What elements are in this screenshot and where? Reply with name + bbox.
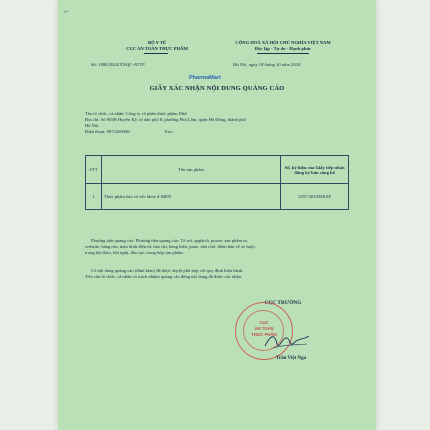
country-name: CỘNG HOÀ XÃ HỘI CHỦ NGHĨA VIỆT NAM	[235, 40, 331, 45]
company-address-line2: Hà Nội.	[85, 123, 100, 128]
signer-name: Trần Việt Nga	[275, 356, 307, 361]
department-underline	[144, 53, 168, 54]
seal-text-bottom: THỰC PHẨM	[251, 332, 277, 337]
document-title: GIẤY XÁC NHẬN NỘI DUNG QUẢNG CÁO	[149, 85, 285, 92]
media-line-1: Phương tiện quảng cáo: Phương tiện quảng cáo: Tờ rơi, apphich, poster, sản phẩm in,	[91, 238, 248, 243]
motto-underline	[257, 53, 309, 54]
watermark-logo: PharmaMart	[189, 75, 221, 81]
national-motto: Độc lập - Tự do - Hạnh phúc	[254, 46, 312, 51]
note-line-2: Yêu cầu tổ chức, cá nhân có trách nhiệm quảng cáo đúng nội dung đã được xác nhận.	[85, 274, 243, 279]
row-product-name: Thực phẩm bảo vệ sức khỏe S-MEN	[101, 184, 280, 210]
media-line-2: website, băng rôn, màn hình điện tử, báo chí, bảng biển, pano, nhà chờ, điểm bán về xe buýt,	[85, 244, 256, 249]
department-name: CỤC AN TOÀN THỰC PHẨM	[126, 46, 188, 51]
ministry-name: BỘ Y TẾ	[148, 40, 166, 45]
table-header-stt: STT	[86, 156, 102, 184]
table-header-registration: Số, ký hiệu của Giấy tiếp nhận đăng ký bản công bố	[281, 156, 349, 184]
signer-role: CỤC TRƯỞNG	[264, 300, 302, 306]
company-address-line1: Địa chỉ: Số 803B Huyền Kỳ, tổ dân phố 8, phường Phú Lãm, quận Hà Đông, thành phố	[85, 117, 246, 122]
product-table	[85, 155, 349, 210]
row-stt: 1	[86, 184, 102, 210]
company-name: Tên tổ chức, cá nhân: Công ty cổ phần dược phẩm Mid	[85, 111, 187, 116]
document-date: Hà Nội, ngày 18 tháng 10 năm 2024	[233, 62, 301, 67]
document-page	[58, 0, 376, 430]
row-registration-number: 3357/2019/ĐKSP	[281, 184, 349, 210]
seal-text-top: CỤC	[259, 320, 269, 325]
corner-mark-icon: ⌐	[64, 6, 70, 16]
table-row	[86, 184, 349, 210]
company-phone: Điện thoại: 0972200946	[85, 129, 130, 134]
seal-text-mid: AN TOÀN	[254, 326, 274, 331]
company-fax: Fax:	[165, 129, 174, 134]
handwritten-signature	[263, 330, 311, 352]
document-number: Số: 1888/2024/XNQC-ATTP	[91, 62, 145, 67]
media-line-3: trong hội thảo, hội nghị, đào tạo, trong hộp sản phẩm.	[85, 250, 184, 255]
note-line-1: Có nội dung quảng cáo (đính kèm) đã được duyệt phù hợp với quy định hiện hành.	[91, 268, 244, 273]
table-header-name: Tên sản phẩm	[101, 156, 280, 184]
